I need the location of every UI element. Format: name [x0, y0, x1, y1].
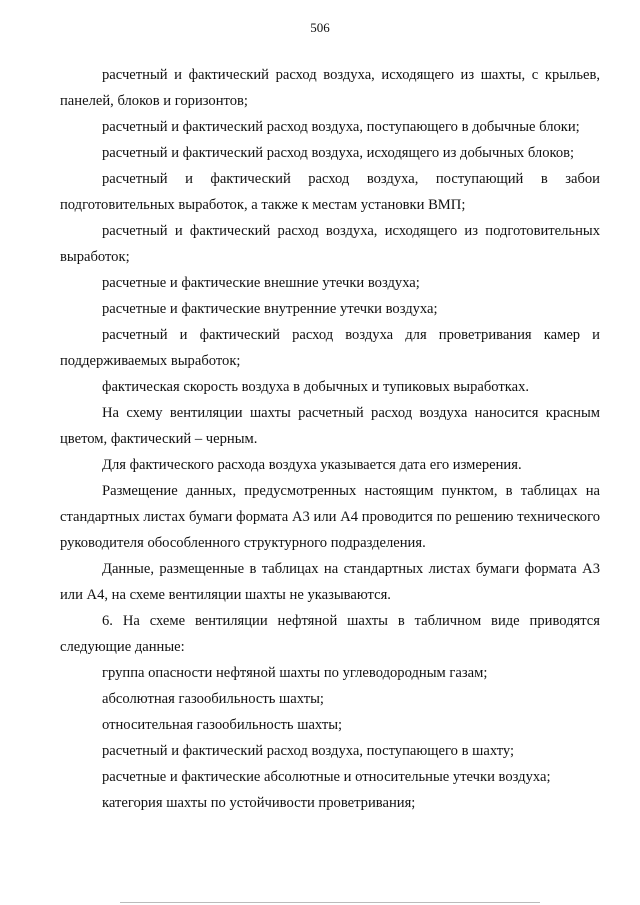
paragraph: расчетный и фактический расход воздуха, исходящего из подготовительных выработок;: [60, 223, 600, 265]
paragraph: расчетный и фактический расход воздуха, поступающего в шахту;: [102, 743, 515, 759]
paragraph: группа опасности нефтяной шахты по углеводородным газам;: [102, 665, 488, 681]
paragraph: расчетный и фактический расход воздуха для проветривания камер и поддерживаемых выработок;: [60, 327, 600, 369]
paragraph: категория шахты по устойчивости проветривания;: [102, 795, 416, 811]
paragraph: На схему вентиляции шахты расчетный расход воздуха наносится красным цветом, фактический – черным.: [60, 405, 600, 447]
paragraph: относительная газообильность шахты;: [102, 717, 343, 733]
paragraph: Данные, размещенные в таблицах на стандартных листах бумаги формата А3 или А4, на схеме вентиляции шахты не указываются.: [60, 561, 600, 603]
paragraph: расчетный и фактический расход воздуха, поступающий в забои подготовительных выработок, а также к местам установки ВМП;: [60, 171, 600, 213]
paragraph: расчетный и фактический расход воздуха, исходящего из шахты, с крыльев, панелей, блоков и горизонтов;: [60, 67, 600, 109]
paragraph: фактическая скорость воздуха в добычных и тупиковых выработках.: [102, 379, 530, 395]
paragraph: расчетный и фактический расход воздуха, исходящего из добычных блоков;: [102, 145, 575, 161]
paragraph: Для фактического расхода воздуха указывается дата его измерения.: [102, 457, 522, 473]
paragraph: расчетный и фактический расход воздуха, поступающего в добычные блоки;: [102, 119, 580, 135]
paragraph: абсолютная газообильность шахты;: [102, 691, 324, 707]
paragraph: расчетные и фактические абсолютные и относительные утечки воздуха;: [102, 769, 551, 785]
paragraph: 6. На схеме вентиляции нефтяной шахты в табличном виде приводятся следующие данные:: [60, 613, 600, 655]
paragraph: расчетные и фактические внешние утечки воздуха;: [102, 275, 420, 291]
paragraph: расчетные и фактические внутренние утечки воздуха;: [102, 301, 438, 317]
page-bottom-divider: [120, 902, 540, 903]
page-number: 506: [310, 20, 330, 35]
paragraph: Размещение данных, предусмотренных настоящим пунктом, в таблицах на стандартных листах бумаги формата А3 или А4 проводится по решению технического руководителя обособленного структурного подразделения.: [60, 483, 600, 551]
document-body: [60, 62, 600, 816]
